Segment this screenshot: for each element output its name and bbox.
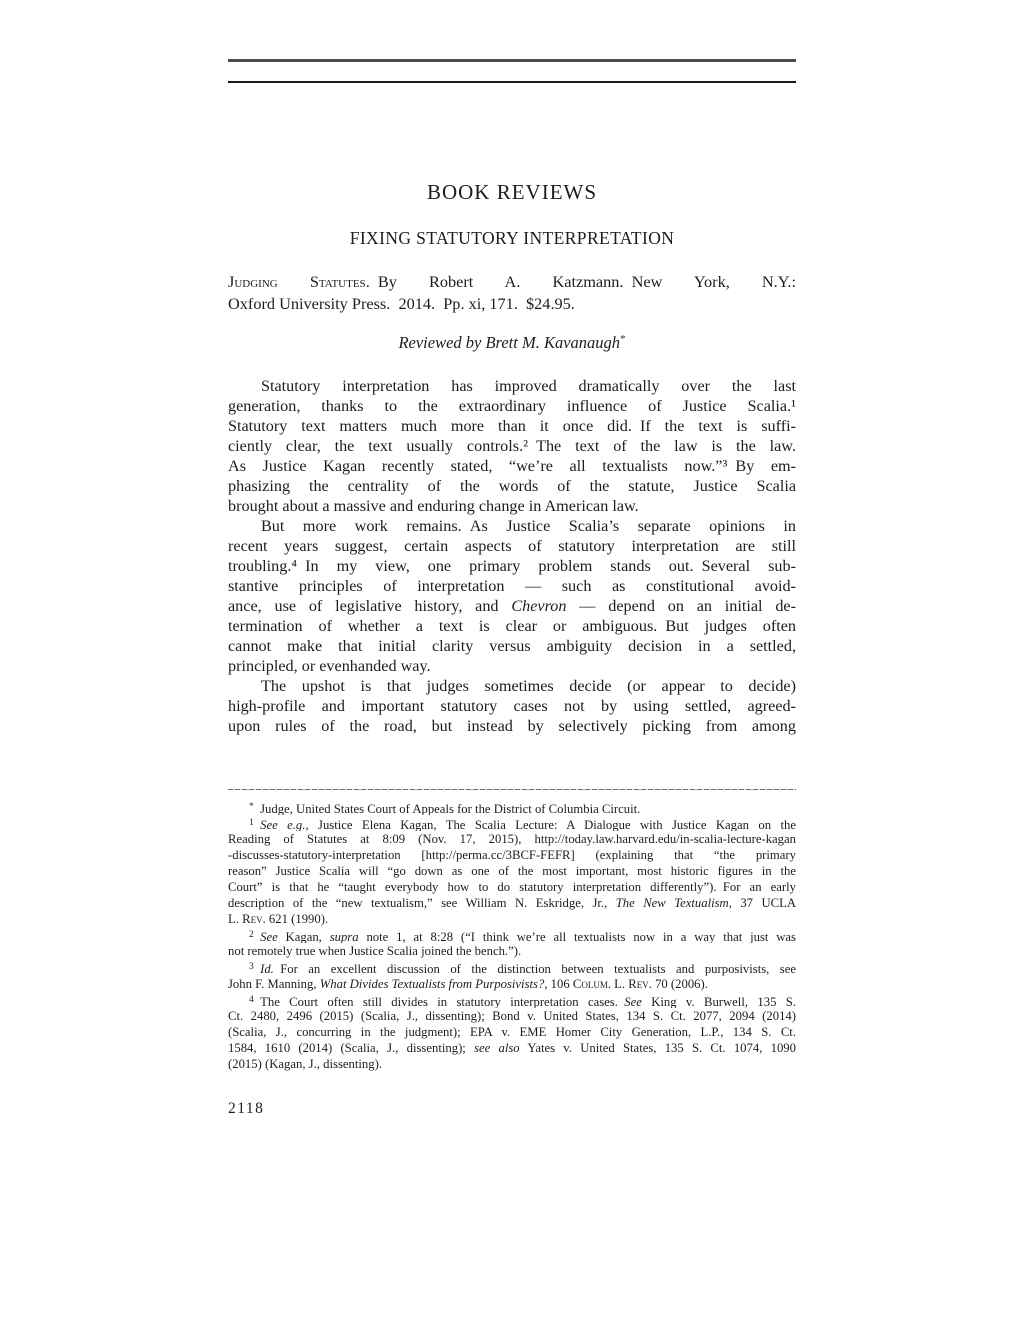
text-run: description of the “new textualism,” see William N. Eskridge, Jr.,: [228, 896, 616, 911]
text-run: The upshot is that judges sometimes decide (or appear to decide): [261, 677, 796, 695]
footnote-line: [228, 943, 796, 959]
footnote-line: [228, 847, 796, 863]
text-line: [228, 536, 796, 556]
book-citation: [228, 271, 796, 314]
body-text: [228, 376, 796, 736]
footnote-marker: 3: [249, 962, 254, 973]
footnote-line: [228, 815, 796, 831]
text-run: What Divides Textualists from Purposivists?: [319, 976, 545, 991]
footnote-line: [228, 927, 796, 943]
text-line: [228, 436, 796, 456]
footnote-marker: 4: [249, 994, 254, 1005]
text-line: [228, 676, 796, 696]
text-line: [228, 596, 796, 616]
text-run: -discusses-statutory-interpretation [http://perma.cc/3BCF-FEFR] (explaining that “the primary: [228, 848, 796, 863]
text-run: generation, thanks to the extraordinary influence of Justice Scalia.¹: [228, 397, 796, 415]
text-line: [228, 516, 796, 536]
text-run: (Scalia, J., concurring in the judgment); EPA v. EME Homer City Generation, L.P., 134 S. Ct.: [228, 1024, 796, 1039]
footnote-line: [228, 992, 796, 1008]
text-line: [228, 696, 796, 716]
article-title: FIXING STATUTORY INTERPRETATION: [349, 228, 675, 248]
text-run: See: [624, 994, 642, 1008]
footnotes: [228, 799, 796, 1072]
text-run: Ct. 2480, 2496 (2015) (Scalia, J., dissenting); Bond v. United States, 134 S. Ct. 2077, 2094 (2014): [228, 1008, 796, 1023]
text-run: see also: [474, 1040, 520, 1055]
text-run: , Justice Elena Kagan, The Scalia Lecture: A Dialogue with Justice Kagan on the: [305, 818, 796, 832]
text-line: [228, 396, 796, 416]
text-run: Statutory interpretation has improved dramatically over the last: [261, 377, 796, 395]
text-run: recent years suggest, certain aspects of statutory interpretation are still: [228, 537, 796, 555]
text-run: . By Robert A. Katzmann. New York, N.Y.:: [365, 272, 796, 291]
byline-footnote-marker: *: [620, 333, 626, 345]
byline: [228, 333, 796, 353]
text-run: Kagan,: [277, 930, 330, 944]
footnote-marker: *: [249, 802, 254, 812]
text-line: [228, 476, 796, 496]
text-run: — depend on an initial de-: [566, 597, 796, 615]
text-run: King v. Burwell, 135 S.: [641, 994, 796, 1008]
text-run: But more work remains. As Justice Scalia’s separate opinions in: [261, 517, 796, 535]
page-number: 2118: [228, 1100, 265, 1117]
text-run: For an excellent discussion of the distinction between textualists and purposivists, see: [273, 962, 796, 976]
text-run: Statutory text matters much more than it once did. If the text is suffi-: [228, 417, 796, 435]
section-title: BOOK REVIEWS: [426, 180, 598, 204]
footnote-separator: [228, 789, 796, 790]
text-run: troubling.⁴ In my view, one primary problem stands out. Several sub-: [228, 557, 796, 575]
footnote-line: [228, 1056, 796, 1072]
text-run: Rev.: [242, 912, 266, 927]
text-run: As Justice Kagan recently stated, “we’re all textualists now.”³ By em-: [228, 457, 796, 475]
text-run: 621 (1990).: [265, 912, 329, 927]
text-run: Colum. L. Rev.: [572, 976, 652, 991]
footnote-line: [228, 1040, 796, 1056]
text-run: 70 (2006).: [651, 976, 708, 991]
footnote-marker: 2: [249, 930, 254, 941]
top-rule-thick: [228, 59, 796, 62]
text-run: Chevron: [511, 597, 567, 615]
text-run: termination of whether a text is clear or ambiguous. But judges often: [228, 617, 796, 635]
text-run: high-profile and important statutory cases not by using settled, agreed-: [228, 697, 796, 715]
text-run: See e.g.: [260, 818, 306, 832]
text-run: stantive principles of interpretation — such as constitutional avoid-: [228, 577, 796, 595]
text-run: Judging Statutes: [228, 272, 366, 291]
text-run: Judge, United States Court of Appeals for the District of Columbia Circuit.: [260, 802, 641, 816]
text-run: ance, use of legislative history, and: [228, 597, 512, 615]
text-run: principled, or evenhanded way.: [228, 657, 431, 675]
text-line: [228, 716, 796, 736]
text-line: [228, 416, 796, 436]
footnote-line: [228, 1008, 796, 1024]
text-run: upon rules of the road, but instead by selectively picking from among: [228, 717, 796, 735]
text-line: [228, 616, 796, 636]
footnote-line: [228, 879, 796, 895]
text-run: L.: [228, 912, 243, 927]
text-run: reason” Justice Scalia will “go down as one of the most important, most historic figures in the: [228, 864, 796, 879]
text-run: Reading of Statutes at 8:09 (Nov. 17, 2015), http://today.law.harvard.edu/in-scalia-lecture-kagan: [228, 832, 796, 847]
footnote-line: [228, 831, 796, 847]
text-line: [228, 456, 796, 476]
footnote-line: [228, 799, 796, 815]
text-line: [228, 576, 796, 596]
text-line: [228, 636, 796, 656]
text-run: The Court often still divides in statutory interpretation cases.: [260, 994, 625, 1008]
text-line: [228, 656, 796, 676]
footnote-line: [228, 959, 796, 975]
text-run: Id.: [260, 962, 274, 976]
text-run: , 106: [544, 976, 573, 991]
text-run: Oxford University Press. 2014. Pp. xi, 171. $24.95.: [228, 293, 575, 313]
footnote-line: [228, 911, 796, 927]
footnote-line: [228, 976, 796, 992]
text-line: [228, 496, 796, 516]
text-run: note 1, at 8:28 (“I think we’re all textualists now in a way that just was: [358, 930, 796, 944]
footnote-marker: 1: [249, 818, 254, 829]
text-line: [228, 556, 796, 576]
text-run: See: [260, 930, 278, 944]
text-line: [228, 376, 796, 396]
text-run: cannot make that initial clarity versus ambiguity decision in a settled,: [228, 637, 796, 655]
text-run: ciently clear, the text usually controls.² The text of the law is the law.: [228, 437, 796, 455]
byline-text: Reviewed by Brett M. Kavanaugh: [398, 333, 621, 352]
text-line: [228, 271, 796, 293]
text-run: not remotely true when Justice Scalia joined the bench.”).: [228, 944, 522, 959]
text-run: 1584, 1610 (2014) (Scalia, J., dissenting);: [228, 1040, 475, 1055]
top-rule-thin: [228, 81, 796, 83]
text-run: (2015) (Kagan, J., dissenting).: [228, 1056, 382, 1071]
text-line: [228, 293, 796, 315]
text-run: The New Textualism: [615, 896, 729, 911]
text-run: supra: [329, 930, 359, 944]
text-run: Court” is that he “taught everybody how to do statutory interpretation differently”). For an early: [228, 880, 796, 895]
text-run: brought about a massive and enduring change in American law.: [228, 497, 639, 515]
content-column: [228, 0, 796, 1320]
text-run: phasizing the centrality of the words of the statute, Justice Scalia: [228, 477, 796, 495]
footnote-line: [228, 863, 796, 879]
footnote-line: [228, 1024, 796, 1040]
footnote-line: [228, 895, 796, 911]
text-run: Yates v. United States, 135 S. Ct. 1074, 1090: [519, 1040, 796, 1055]
text-run: John F. Manning,: [228, 976, 320, 991]
text-run: , 37 UCLA: [728, 896, 796, 911]
